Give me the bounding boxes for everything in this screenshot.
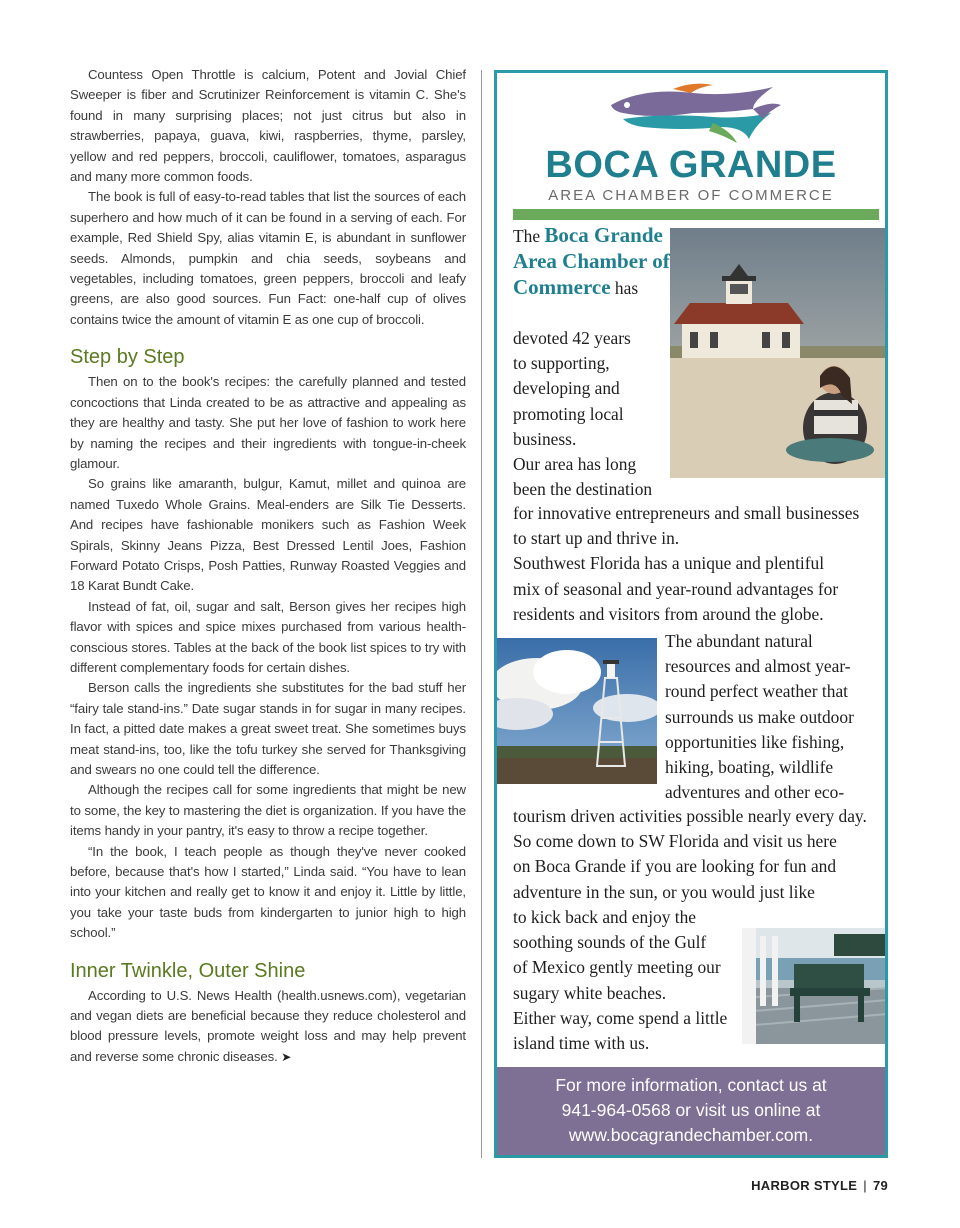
ad-line: opportunities like fishing, — [665, 731, 845, 752]
ad-line: mix of seasonal and year-round advantages for — [513, 578, 839, 599]
ad-line: soothing sounds of the Gulf — [513, 932, 707, 953]
ad-line: business. — [513, 428, 577, 449]
chamber-name: Boca Grande Area Chamber of Commerce — [513, 223, 670, 300]
contact-banner — [497, 1067, 885, 1155]
tarpon-fish-logo-icon — [603, 79, 783, 145]
article-paragraph: Countess Open Throttle is calcium, Potent and Jovial Chief Sweeper is fiber and Scrutinizer Reinforcement is vitamin C. She's found in many surprising places; not just citrus but also in strawberries, papaya, guava, kiwi, raspberries, thyme, parsley, yellow and red peppers, broccoli, cauliflower, tomatoes, asparagus and many more common foods. — [70, 67, 466, 185]
ad-line: promoting local — [513, 403, 624, 424]
publication-name: HARBOR STYLE — [751, 1178, 858, 1193]
section-heading-step-by-step: Step by Step — [70, 346, 185, 369]
contact-website-link[interactable]: www.bocagrandechamber.com. — [568, 1125, 814, 1145]
ad-line: on Boca Grande if you are looking for fun and — [513, 856, 837, 877]
ad-line: adventure in the sun, or you would just like — [513, 881, 815, 902]
ad-line: of Mexico gently meeting our — [513, 957, 721, 978]
ad-line: island time with us. — [513, 1033, 650, 1054]
article-paragraph: Berson calls the ingredients she substitutes for the bad stuff her “fairy tale stand-ins.” Date sugar stands in for sugar in many recipes. In fact, a pitted date makes a great sweet treat. She sometimes buys meat stand-ins, too, like the tofu turkey she served for Thanksgiving and swears no one could tell the difference. — [70, 680, 466, 777]
ad-line: Southwest Florida has a unique and plentiful — [513, 553, 825, 574]
ad-line: Our area has long — [513, 454, 637, 475]
ad-line: The abundant natural — [665, 631, 813, 651]
ad-line: devoted 42 years — [513, 328, 631, 348]
ad-intro-the: The — [513, 226, 541, 246]
beach-lighthouse-photo — [670, 228, 887, 478]
porch-bench-photo — [742, 928, 888, 1044]
ad-text-block-mid — [513, 501, 883, 627]
ad-line: resources and almost year- — [665, 656, 851, 677]
ad-line: to supporting, — [513, 353, 610, 374]
column-divider — [481, 70, 482, 1158]
article-paragraph: “In the book, I teach people as though they've never cooked before, because that's how I started,” Linda said. “You have to lean into your kitchen and really get to know it and enjoy it. Little by little, you take your taste buds from kindergarten to junior high to high school.” — [70, 843, 466, 941]
ad-intro-has: has — [614, 278, 639, 299]
ad-intro — [513, 223, 673, 302]
chamber-advertisement — [494, 70, 888, 1158]
ad-text-block-right — [665, 629, 880, 805]
ad-line: sugary white beaches. — [513, 982, 667, 1003]
article-paragraph-text: According to U.S. News Health (health.usnews.com), vegetarian and vegan diets are beneficial because they reduce cholesterol and blood pressure levels, promote weight loss and may help prevent and reverse some chronic diseases. — [70, 987, 466, 1064]
contact-line: For more information, contact us at — [555, 1075, 827, 1095]
ad-line: hiking, boating, wildlife — [665, 757, 834, 778]
article-paragraph — [70, 986, 466, 1068]
ad-line: to kick back and enjoy the — [513, 907, 697, 927]
ad-line: adventures and other eco- — [665, 782, 845, 803]
article-paragraph: Then on to the book's recipes: the carefully planned and tested concoctions that Linda created to be as attractive and appealing as they are healthy and tasty. She put her love of fashion to work here by naming the recipes and their ingredients with tongue-in-cheek glamour. — [70, 374, 466, 471]
ad-line: round perfect weather that — [665, 681, 848, 702]
contact-phone-line: 941-964-0568 or visit us online at — [561, 1100, 821, 1120]
article-paragraph: The book is full of easy-to-read tables that list the sources of each superhero and how much of it can be found in a serving of each. For example, Red Shield Spy, alias vitamin E, is abundant in sunflower seeds. Almonds, pumpkin and chia seeds, soybeans and vegetables, including tomatoes, green peppers, broccoli and leafy greens, are also good sources. Fun Fact: one-half cup of olives contains twice the amount of vitamin E as one cup of broccoli. — [70, 189, 466, 327]
ad-line: to start up and thrive in. — [513, 528, 680, 549]
ad-text-block-top — [513, 326, 673, 502]
logo-subtitle: AREA CHAMBER OF COMMERCE — [548, 187, 834, 204]
continue-arrow-icon: ➤ — [281, 1049, 292, 1064]
section-heading-inner-twinkle: Inner Twinkle, Outer Shine — [70, 959, 306, 982]
ad-line: for innovative entrepreneurs and small businesses — [513, 503, 860, 523]
ad-text-block-full — [513, 804, 885, 905]
ad-line: residents and visitors from around the globe. — [513, 603, 824, 624]
ad-line: Either way, come spend a little — [513, 1007, 728, 1028]
article-paragraph: Instead of fat, oil, sugar and salt, Berson gives her recipes high flavor with spices and spice mixes purchased from various health-conscious stores. Tables at the back of the book list spices to try with different complementary foods for certain dishes. — [70, 598, 466, 675]
ad-line: developing and — [513, 378, 620, 399]
logo-wordmark: BOCA GRANDE — [545, 144, 837, 186]
range-light-photo — [497, 638, 657, 784]
ad-line: been the destination — [513, 479, 653, 500]
ad-line: surrounds us make outdoor — [665, 706, 854, 727]
article-paragraph: Although the recipes call for some ingredients that might be new to some, the key to mastering the diet is organization. If you have the items handy in your pantry, it's easy to throw a recipe together. — [70, 782, 466, 839]
ad-text-block-bottom — [513, 905, 743, 1056]
ad-line: So come down to SW Florida and visit us here — [513, 831, 837, 852]
article-column — [70, 65, 466, 1067]
page-footer — [751, 1178, 888, 1193]
footer-separator: | — [863, 1178, 867, 1193]
page-number: 79 — [872, 1178, 888, 1193]
ad-line: tourism driven activities possible nearly every day. — [513, 806, 867, 826]
article-paragraph: So grains like amaranth, bulgur, Kamut, millet and quinoa are named Tuxedo Whole Grains. Meal-enders are Silk Tie Desserts. And recipes have fashionable monikers such as Fashion Week Spirals, Skinny Jeans Pizza, Best Dressed Lentil Joes, Fashion Forward Potato Crisps, Posh Patties, Runway Roasted Veggies and 18 Karat Bundt Cake. — [70, 476, 466, 594]
logo-divider-bar — [513, 209, 879, 220]
